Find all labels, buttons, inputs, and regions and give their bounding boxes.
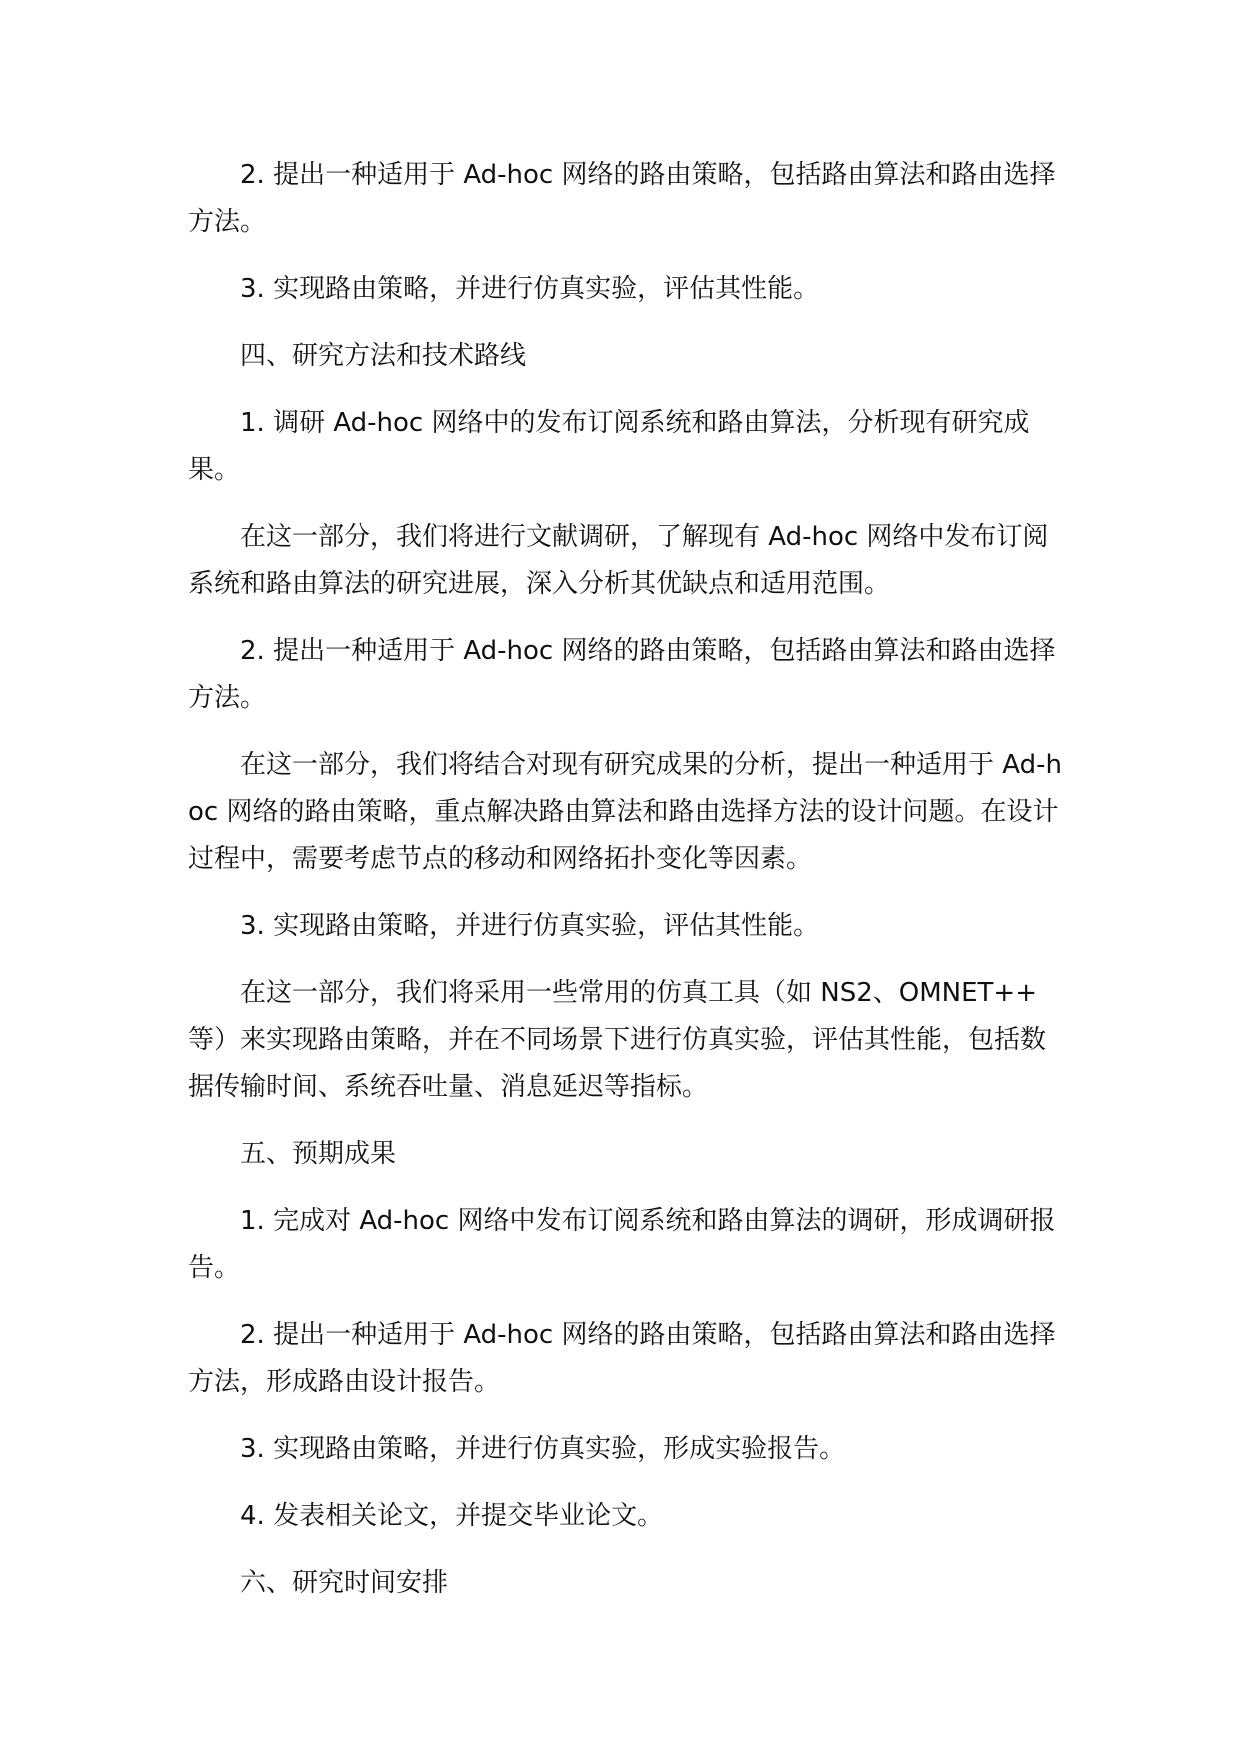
expected-result-4: 4. 发表相关论文，并提交毕业论文。: [240, 1501, 664, 1531]
expected-result-3: 3. 实现路由策略，并进行仿真实验，形成实验报告。: [240, 1434, 846, 1464]
expected-result-2: 2. 提出一种适用于 Ad-hoc 网络的路由策略，包括路由算法和路由选择方法，形成路由设计报告。: [188, 1320, 1056, 1397]
expected-result-1: 1. 完成对 Ad-hoc 网络中发布订阅系统和路由算法的调研，形成调研报告。: [188, 1206, 1056, 1283]
method-description-3: 在这一部分，我们将采用一些常用的仿真工具（如 NS2、OMNET++ 等）来实现路由策略，并在不同场景下进行仿真实验，评估其性能，包括数据传输时间、系统吞吐量、消息延迟等指标。: [188, 978, 1047, 1102]
paragraph-item-2: 2. 提出一种适用于 Ad-hoc 网络的路由策略，包括路由算法和路由选择方法。: [188, 160, 1056, 237]
section-heading-6: 六、研究时间安排: [240, 1568, 449, 1598]
document-body: [188, 152, 1068, 1627]
method-description-1: 在这一部分，我们将进行文献调研，了解现有 Ad-hoc 网络中发布订阅系统和路由算法的研究进展，深入分析其优缺点和适用范围。: [188, 522, 1049, 599]
section-heading-4: 四、研究方法和技术路线: [240, 341, 527, 371]
method-item-1: 1. 调研 Ad-hoc 网络中的发布订阅系统和路由算法，分析现有研究成果。: [188, 408, 1030, 485]
method-description-2: 在这一部分，我们将结合对现有研究成果的分析，提出一种适用于 Ad-hoc 网络的路由策略，重点解决路由算法和路由选择方法的设计问题。在设计过程中，需要考虑节点的移动和网络拓扑变化等因素。: [188, 750, 1062, 874]
method-item-2: 2. 提出一种适用于 Ad-hoc 网络的路由策略，包括路由算法和路由选择方法。: [188, 636, 1056, 713]
paragraph-item-3: 3. 实现路由策略，并进行仿真实验，评估其性能。: [240, 274, 820, 304]
method-item-3: 3. 实现路由策略，并进行仿真实验，评估其性能。: [240, 911, 820, 941]
section-heading-5: 五、预期成果: [240, 1139, 397, 1169]
